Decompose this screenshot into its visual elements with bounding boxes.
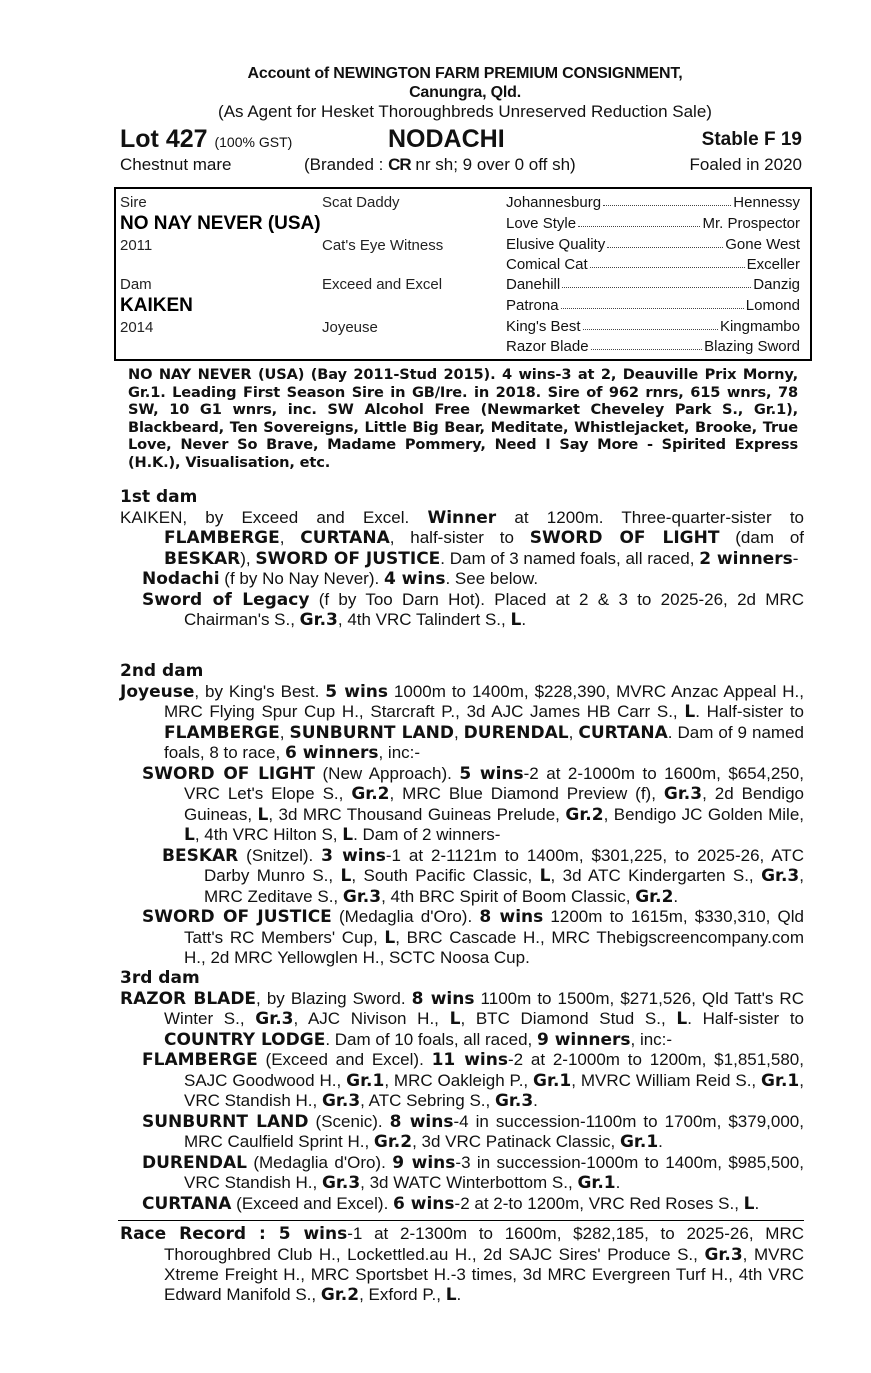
text-run: , 4th VRC Hilton S, xyxy=(194,825,343,844)
text-run: , 3d ATC Kindergarten S., xyxy=(550,866,762,885)
text-run: 1100m to 1500m, $271,526, Qld Tatt's RC Winter S., xyxy=(164,988,804,1028)
bold-text: Gr.3 xyxy=(342,886,382,907)
text-run: (f by No Nay Never). xyxy=(219,569,384,588)
text-run: , MRC Oakleigh P., xyxy=(384,1070,534,1090)
text-run: KAIKEN, by Exceed and Excel. xyxy=(120,507,428,527)
text-run: -1 at 2-1121m to 1400m, $301,225, to 2025-26, ATC Darby Munro S., xyxy=(204,845,804,885)
bold-text: Gr.1 xyxy=(346,1070,385,1091)
bold-text: DURENDAL xyxy=(463,722,569,743)
text-run: (Snitzel). xyxy=(238,845,322,865)
lot-details-row xyxy=(120,155,810,179)
text-run: at 1200m. Three-quarter-sister to xyxy=(496,507,804,527)
text-run: . See below. xyxy=(445,569,539,588)
race-record-section xyxy=(120,1224,804,1305)
second-dam-section xyxy=(120,662,804,968)
bold-text: BESKAR xyxy=(164,548,241,569)
consignor-account: Account of NEWINGTON FARM PREMIUM CONSIGNMENT, xyxy=(247,65,683,82)
text-run: (Scenic). xyxy=(308,1111,390,1131)
bold-text: Gr.3 xyxy=(761,866,800,886)
bold-text: L xyxy=(676,1009,688,1029)
text-run: , by Blazing Sword. xyxy=(256,988,412,1008)
bold-text: 2 winners xyxy=(699,548,793,569)
ancestor-row: Johannesburg Hennessy xyxy=(506,194,800,211)
third-dam-progeny xyxy=(120,1153,804,1194)
text-run: - xyxy=(792,548,799,568)
text-run: ), xyxy=(240,548,256,568)
text-run: (Exceed and Excel). xyxy=(231,1193,394,1213)
bold-text: Gr.3 xyxy=(321,1173,361,1193)
ancestor-row: King's Best Kingmambo xyxy=(506,318,800,335)
bold-text: Gr.3 xyxy=(704,1244,743,1265)
first-dam-progeny xyxy=(120,569,804,590)
text-run: (f by Too Darn Hot). Placed at 2 & 3 to 2025-26, 2d MRC Chairman's S., xyxy=(184,589,804,629)
text-run: 1200m to 1615m, $330,310, Qld Tatt's RC Members' Cup, xyxy=(184,907,804,947)
text-run: . xyxy=(521,610,527,629)
text-run: -2 at 2-to 1200m, VRC Red Roses S., xyxy=(454,1193,744,1213)
text-run: . Dam of 2 winners- xyxy=(353,825,501,844)
ancestor-row: Love Style Mr. Prospector xyxy=(506,215,800,232)
bold-text: L xyxy=(684,702,696,722)
bold-text: L xyxy=(384,927,396,948)
text-run: (dam of xyxy=(719,528,804,547)
bold-text: RAZOR BLADE xyxy=(120,988,257,1009)
text-run: . Half-sister to xyxy=(687,1009,804,1028)
sire-sire: Scat Daddy xyxy=(322,194,400,211)
bold-text: Race Record : 5 wins xyxy=(120,1224,348,1244)
bold-text: Gr.2 xyxy=(351,784,390,804)
text-run: . xyxy=(533,1091,538,1110)
brand-info xyxy=(304,155,576,175)
foaled-year: Foaled in 2020 xyxy=(689,155,802,174)
sire-dam: Cat's Eye Witness xyxy=(322,237,444,254)
lot-row xyxy=(120,125,810,155)
bold-text: Gr.3 xyxy=(494,1091,534,1111)
stable-number: Stable F 19 xyxy=(701,129,802,150)
bold-text: L xyxy=(539,866,551,886)
second-dam-progeny xyxy=(120,907,804,968)
bold-text: Gr.1 xyxy=(761,1070,800,1091)
brand-prefix: (Branded : xyxy=(304,155,389,174)
bold-text: COUNTRY LODGE xyxy=(164,1029,326,1050)
text-run: -3 in succession-1000m to 1400m, $985,500, VRC Standish H., xyxy=(184,1152,804,1192)
text-run: . xyxy=(673,886,679,906)
text-run: , MVRC William Reid S., xyxy=(571,1070,762,1090)
consignor-agent: (As Agent for Hesket Thoroughbreds Unreserved Reduction Sale) xyxy=(218,102,712,121)
text-run: (New Approach). xyxy=(315,763,460,783)
ancestor-row: Elusive Quality Gone West xyxy=(506,236,800,253)
dam-sire: Exceed and Excel xyxy=(322,276,443,293)
bold-text: Gr.3 xyxy=(321,1091,361,1111)
bold-text: 9 wins xyxy=(392,1152,456,1173)
text-run: -4 in succession-1100m to 1700m, $379,000, MRC Caulfield Sprint H., xyxy=(184,1111,804,1151)
sire-summary: NO NAY NEVER (USA) (Bay 2011-Stud 2015). 4 wins-3 at 2, Deauville Prix Morny, Gr.1. Leading First Season Sire in GB/Ire. in 2018. Sire of 962 rnrs, 615 wnrs, 78 SW, 10 G1 wnrs, inc. SW Alcohol Free (Newmarket Cheveley Park S., Gr.1), Blackbeard, Ten Sovereigns, Little Big Bear, Meditate, Whistlejacket, Brooke, True Love, Never So Brave, Madame Pommery, Need I Say More - Spirited Express (H.K.), Visualisation, etc. xyxy=(128,366,798,471)
second-dam-progeny xyxy=(120,764,804,846)
text-run: -2 at 2-1000m to 1600m, $654,250, VRC Let's Elope S., xyxy=(184,763,804,803)
third-dam-progeny xyxy=(120,1194,804,1215)
brand-suffix: nr sh; 9 over 0 off sh) xyxy=(410,155,576,174)
bold-text: 8 wins xyxy=(389,1111,454,1132)
text-run: , MVRC Xtreme Freight H., MRC Sportsbet H.-3 times, 3d MRC Evergreen Turf H., 4th VRC Edward Manifold S., xyxy=(164,1244,804,1304)
horse-name: NODACHI xyxy=(388,125,505,153)
bold-text: Sword of Legacy xyxy=(142,589,310,610)
bold-text: Gr.3 xyxy=(663,784,703,804)
text-run: . xyxy=(615,1173,621,1192)
third-dam-progeny xyxy=(120,1112,804,1153)
text-run: , inc:- xyxy=(378,743,421,762)
ancestor-row: Patrona Lomond xyxy=(506,297,800,314)
text-run: 1000m to 1400m, $228,390, MVRC Anzac Appeal H., MRC Flying Spur Cup H., Starcraft P., 3d AJC James HB Carr S., xyxy=(164,681,804,721)
text-run: , inc:- xyxy=(630,1029,673,1049)
text-run: , 4th BRC Spirit of Boom Classic, xyxy=(381,886,636,906)
text-run: , Exford P., xyxy=(359,1284,446,1304)
text-run: , 4th VRC Talindert S., xyxy=(337,610,511,629)
ancestor-row: Danehill Danzig xyxy=(506,276,800,293)
second-dam-grandprogeny xyxy=(120,846,804,908)
consignor-header xyxy=(120,64,810,121)
bold-text: L xyxy=(257,804,269,825)
bold-text: SUNBURNT LAND xyxy=(289,722,454,743)
bold-text: Gr.2 xyxy=(373,1132,413,1152)
text-run: , half-sister to xyxy=(389,528,530,547)
lot-gst: (100% GST) xyxy=(214,134,293,150)
text-run: , xyxy=(279,722,290,742)
divider xyxy=(118,1220,804,1221)
bold-text: 3 wins xyxy=(321,845,386,866)
bold-text: 5 wins xyxy=(459,763,524,784)
text-run: , MRC Zeditave S., xyxy=(204,866,804,906)
bold-text: DURENDAL xyxy=(142,1152,247,1173)
text-run: (Medaglia d'Oro). xyxy=(246,1152,393,1172)
bold-text: 8 wins xyxy=(411,988,475,1009)
first-dam-heading: 1st dam xyxy=(120,487,198,507)
text-run: , VRC Standish H., xyxy=(184,1070,804,1110)
text-run: , 3d VRC Patinack Classic, xyxy=(412,1132,620,1151)
bold-text: SUNBURNT LAND xyxy=(142,1111,309,1132)
bold-text: BESKAR xyxy=(162,845,239,866)
bold-text: SWORD OF JUSTICE xyxy=(142,907,332,927)
third-dam-paragraph xyxy=(120,989,804,1051)
consignor-location: Canungra, Qld. xyxy=(409,84,521,101)
text-run: , xyxy=(279,528,301,547)
text-run: , xyxy=(453,722,464,742)
bold-text: Joyeuse xyxy=(120,681,195,702)
second-dam-paragraph xyxy=(120,682,804,764)
text-run: , xyxy=(568,722,579,742)
bold-text: L xyxy=(510,610,522,630)
text-run: , South Pacific Classic, xyxy=(351,866,540,885)
bold-text: 8 wins xyxy=(479,907,544,927)
bold-text: Nodachi xyxy=(142,569,220,589)
text-run: , ATC Sebring S., xyxy=(360,1091,495,1110)
text-run: -1 at 2-1300m to 1600m, $282,185, to 2025-26, MRC Thoroughbred Club H., Lockettled.au H., 2d SAJC Sires' Produce S., xyxy=(164,1224,805,1264)
text-run: , BRC Cascade H., MRC Thebigscreencompany.com H., 2d MRC Yellowglen H., SCTC Noosa Cup. xyxy=(184,927,804,967)
bold-text: L xyxy=(449,1009,461,1029)
bold-text: 9 winners xyxy=(536,1029,631,1050)
text-run: . xyxy=(456,1284,462,1304)
bold-text: L xyxy=(743,1193,755,1214)
bold-text: CURTANA xyxy=(142,1193,232,1214)
sire-year: 2011 xyxy=(120,237,153,254)
text-run: . xyxy=(754,1193,760,1213)
bold-text: CURTANA xyxy=(578,722,668,743)
lot-number xyxy=(120,125,292,154)
text-run: (Medaglia d'Oro). xyxy=(331,907,480,926)
text-run: , AJC Nivison H., xyxy=(293,1009,450,1028)
text-run: . xyxy=(658,1132,663,1151)
dam-label: Dam xyxy=(120,276,152,293)
bold-text: 11 wins xyxy=(431,1050,508,1070)
bold-text: FLAMBERGE xyxy=(164,722,280,743)
bold-text: L xyxy=(184,825,195,845)
bold-text: 4 wins xyxy=(383,569,446,589)
dam-dam: Joyeuse xyxy=(322,319,378,336)
lot-label: Lot 427 xyxy=(120,125,208,153)
dam-name: KAIKEN xyxy=(120,295,193,316)
first-dam-paragraph xyxy=(120,508,804,570)
catalogue-page xyxy=(120,64,810,179)
bold-text: SWORD OF LIGHT xyxy=(529,528,720,548)
bold-text: CURTANA xyxy=(300,528,390,548)
dam-year: 2014 xyxy=(120,319,154,336)
horse-description: Chestnut mare xyxy=(120,155,232,174)
first-dam-progeny xyxy=(120,590,804,631)
bold-text: FLAMBERGE xyxy=(164,528,280,548)
text-run: , Bendigo JC Golden Mile, xyxy=(603,804,804,824)
ancestor-row: Comical Cat Exceller xyxy=(506,256,800,273)
text-run: , 3d MRC Thousand Guineas Prelude, xyxy=(268,804,566,824)
bold-text: SWORD OF LIGHT xyxy=(142,763,316,784)
bold-text: Gr.1 xyxy=(619,1132,659,1152)
brand-mark-icon: CR xyxy=(388,155,411,174)
bold-text: FLAMBERGE xyxy=(142,1050,258,1070)
bold-text: Gr.2 xyxy=(635,886,674,907)
text-run: . Dam of 9 named foals, 8 to race, xyxy=(164,722,804,762)
first-dam-section xyxy=(120,488,804,631)
pedigree-table xyxy=(114,187,812,361)
bold-text: L xyxy=(340,866,352,886)
bold-text: 6 wins xyxy=(393,1193,455,1214)
bold-text: Gr.2 xyxy=(565,804,604,825)
text-run: , BTC Diamond Stud S., xyxy=(460,1009,677,1028)
text-run: . Half-sister to xyxy=(695,702,805,721)
text-run: , 3d WATC Winterbottom S., xyxy=(360,1173,578,1192)
bold-text: 6 winners xyxy=(284,743,379,763)
third-dam-heading: 3rd dam xyxy=(120,968,200,988)
sire-name: NO NAY NEVER (USA) xyxy=(120,213,321,234)
bold-text: 5 wins xyxy=(325,681,388,702)
bold-text: Gr.3 xyxy=(299,610,338,630)
text-run: . Dam of 10 foals, all raced, xyxy=(325,1029,537,1049)
bold-text: L xyxy=(342,825,354,845)
text-run: -2 at 2-1000m to 1200m, $1,851,580, SAJC Goodwood H., xyxy=(184,1050,804,1090)
second-dam-heading: 2nd dam xyxy=(120,661,204,681)
third-dam-section xyxy=(120,969,804,1214)
bold-text: Gr.2 xyxy=(320,1284,360,1305)
bold-text: Gr.3 xyxy=(255,1009,294,1029)
race-record xyxy=(120,1224,804,1305)
third-dam-progeny xyxy=(120,1050,804,1112)
ancestor-row: Razor Blade Blazing Sword xyxy=(506,338,800,355)
bold-text: Winner xyxy=(427,507,497,528)
bold-text: SWORD OF JUSTICE xyxy=(255,548,441,569)
sire-label: Sire xyxy=(120,194,147,211)
bold-text: Gr.1 xyxy=(533,1070,572,1091)
bold-text: Gr.1 xyxy=(577,1173,616,1193)
text-run: , MRC Blue Diamond Preview (f), xyxy=(389,784,664,803)
text-run: , 2d Bendigo Guineas, xyxy=(184,784,804,824)
text-run: , by King's Best. xyxy=(194,681,326,701)
text-run: (Exceed and Excel). xyxy=(257,1050,432,1069)
bold-text: L xyxy=(445,1284,457,1305)
text-run: . Dam of 3 named foals, all raced, xyxy=(440,548,700,568)
